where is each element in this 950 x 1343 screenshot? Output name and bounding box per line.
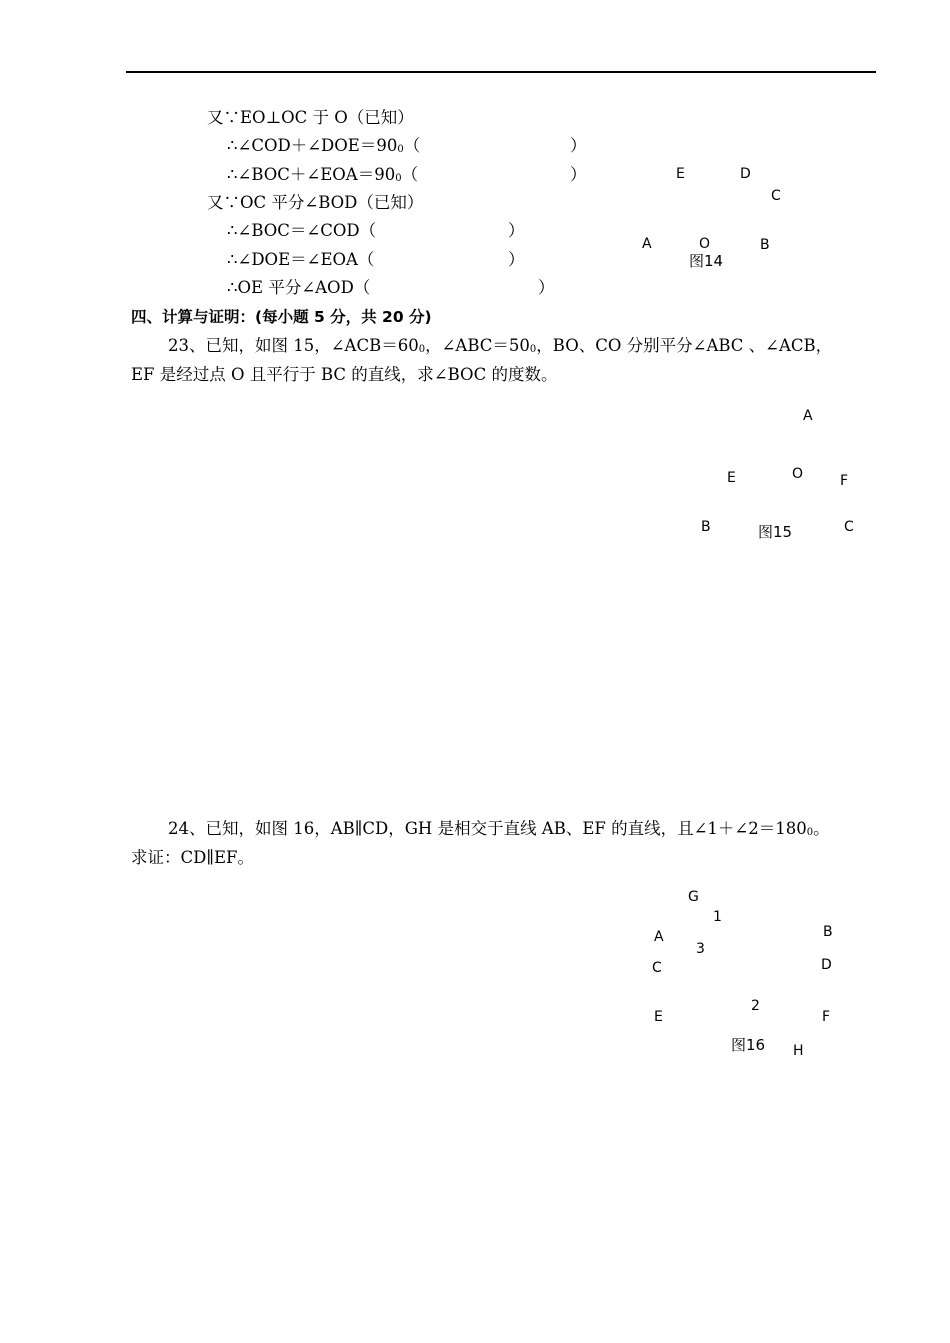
fig16-label-c: C — [652, 960, 662, 976]
degree-mark: 0 — [395, 173, 402, 184]
proof-line-4: 又∵OC 平分∠BOD（已知） — [207, 193, 424, 212]
fig14-label-a: A — [642, 236, 652, 252]
q23-text-a: 23、已知，如图 15，∠ACB＝60 — [168, 336, 419, 355]
q24-line-2: 求证：CD∥EF。 — [131, 848, 254, 867]
degree-mark: 0 — [806, 827, 814, 838]
fig16-label-3: 3 — [696, 941, 705, 957]
reason-close: ） — [570, 165, 587, 184]
fig16-label-2: 2 — [751, 998, 760, 1014]
fig16-label-d: D — [821, 957, 832, 973]
proof-line-2-text: ∴∠COD＋∠DOE＝90 — [227, 136, 398, 155]
reason-open: （ — [401, 165, 419, 184]
fig16-label-a: A — [654, 929, 664, 945]
fig16-caption: 图16 — [731, 1036, 766, 1054]
degree-mark: 0 — [418, 344, 426, 355]
q23-line-2: EF 是经过点 O 且平行于 BC 的直线，求∠BOC 的度数。 — [131, 365, 558, 384]
degree-mark: 0 — [397, 144, 404, 155]
fig15-label-a: A — [803, 408, 813, 424]
proof-line-2 — [227, 135, 420, 160]
reason-close: ） — [508, 221, 525, 240]
header-rule — [126, 71, 876, 73]
fig15-label-b: B — [701, 519, 711, 535]
fig16-label-h: H — [793, 1043, 804, 1059]
fig14-label-d: D — [740, 166, 751, 182]
q24-text-a: 24、已知，如图 16，AB∥CD，GH 是相交于直线 AB、EF 的直线，且∠1＋∠2＝180 — [168, 819, 807, 838]
proof-line-3-text: ∴∠BOC＋∠EOA＝90 — [227, 165, 396, 184]
fig16-label-b: B — [823, 924, 833, 940]
q24-text-end: 。 — [813, 819, 830, 838]
q23-text-c: ，BO、CO 分别平分∠ABC 、∠ACB， — [536, 336, 833, 355]
fig16-label-f: F — [822, 1009, 831, 1025]
section-heading: 四、计算与证明：(每小题 5 分，共 20 分) — [131, 308, 432, 326]
proof-line-5: ∴∠BOC＝∠COD（ — [227, 221, 377, 240]
fig15-label-o: O — [792, 466, 804, 482]
reason-close: ） — [570, 136, 587, 155]
reason-close: ） — [508, 250, 525, 269]
fig14-caption: 图14 — [689, 252, 724, 270]
degree-mark: 0 — [529, 344, 537, 355]
reason-close: ） — [538, 278, 555, 297]
fig14-label-o: O — [699, 236, 711, 252]
reason-open: （ — [403, 136, 421, 155]
q23-line-1 — [168, 335, 832, 360]
proof-line-6: ∴∠DOE＝∠EOA（ — [227, 250, 375, 269]
fig15-label-c: C — [844, 519, 854, 535]
fig16-label-g: G — [688, 889, 699, 905]
fig14-label-c: C — [771, 188, 781, 204]
proof-line-1: 又∵EO⊥OC 于 O（已知） — [207, 108, 414, 127]
fig16-label-e: E — [654, 1009, 663, 1025]
fig14-label-b: B — [760, 237, 770, 253]
fig14-label-e: E — [676, 166, 685, 182]
q23-text-b: ，∠ABC＝50 — [425, 336, 530, 355]
fig16-label-1: 1 — [713, 909, 722, 925]
fig15-caption: 图15 — [758, 523, 793, 541]
proof-line-7: ∴OE 平分∠AOD（ — [227, 278, 371, 297]
fig15-label-f: F — [840, 473, 849, 489]
fig15-label-e: E — [727, 470, 736, 486]
proof-line-3 — [227, 164, 418, 189]
q24-line-1 — [168, 818, 830, 843]
